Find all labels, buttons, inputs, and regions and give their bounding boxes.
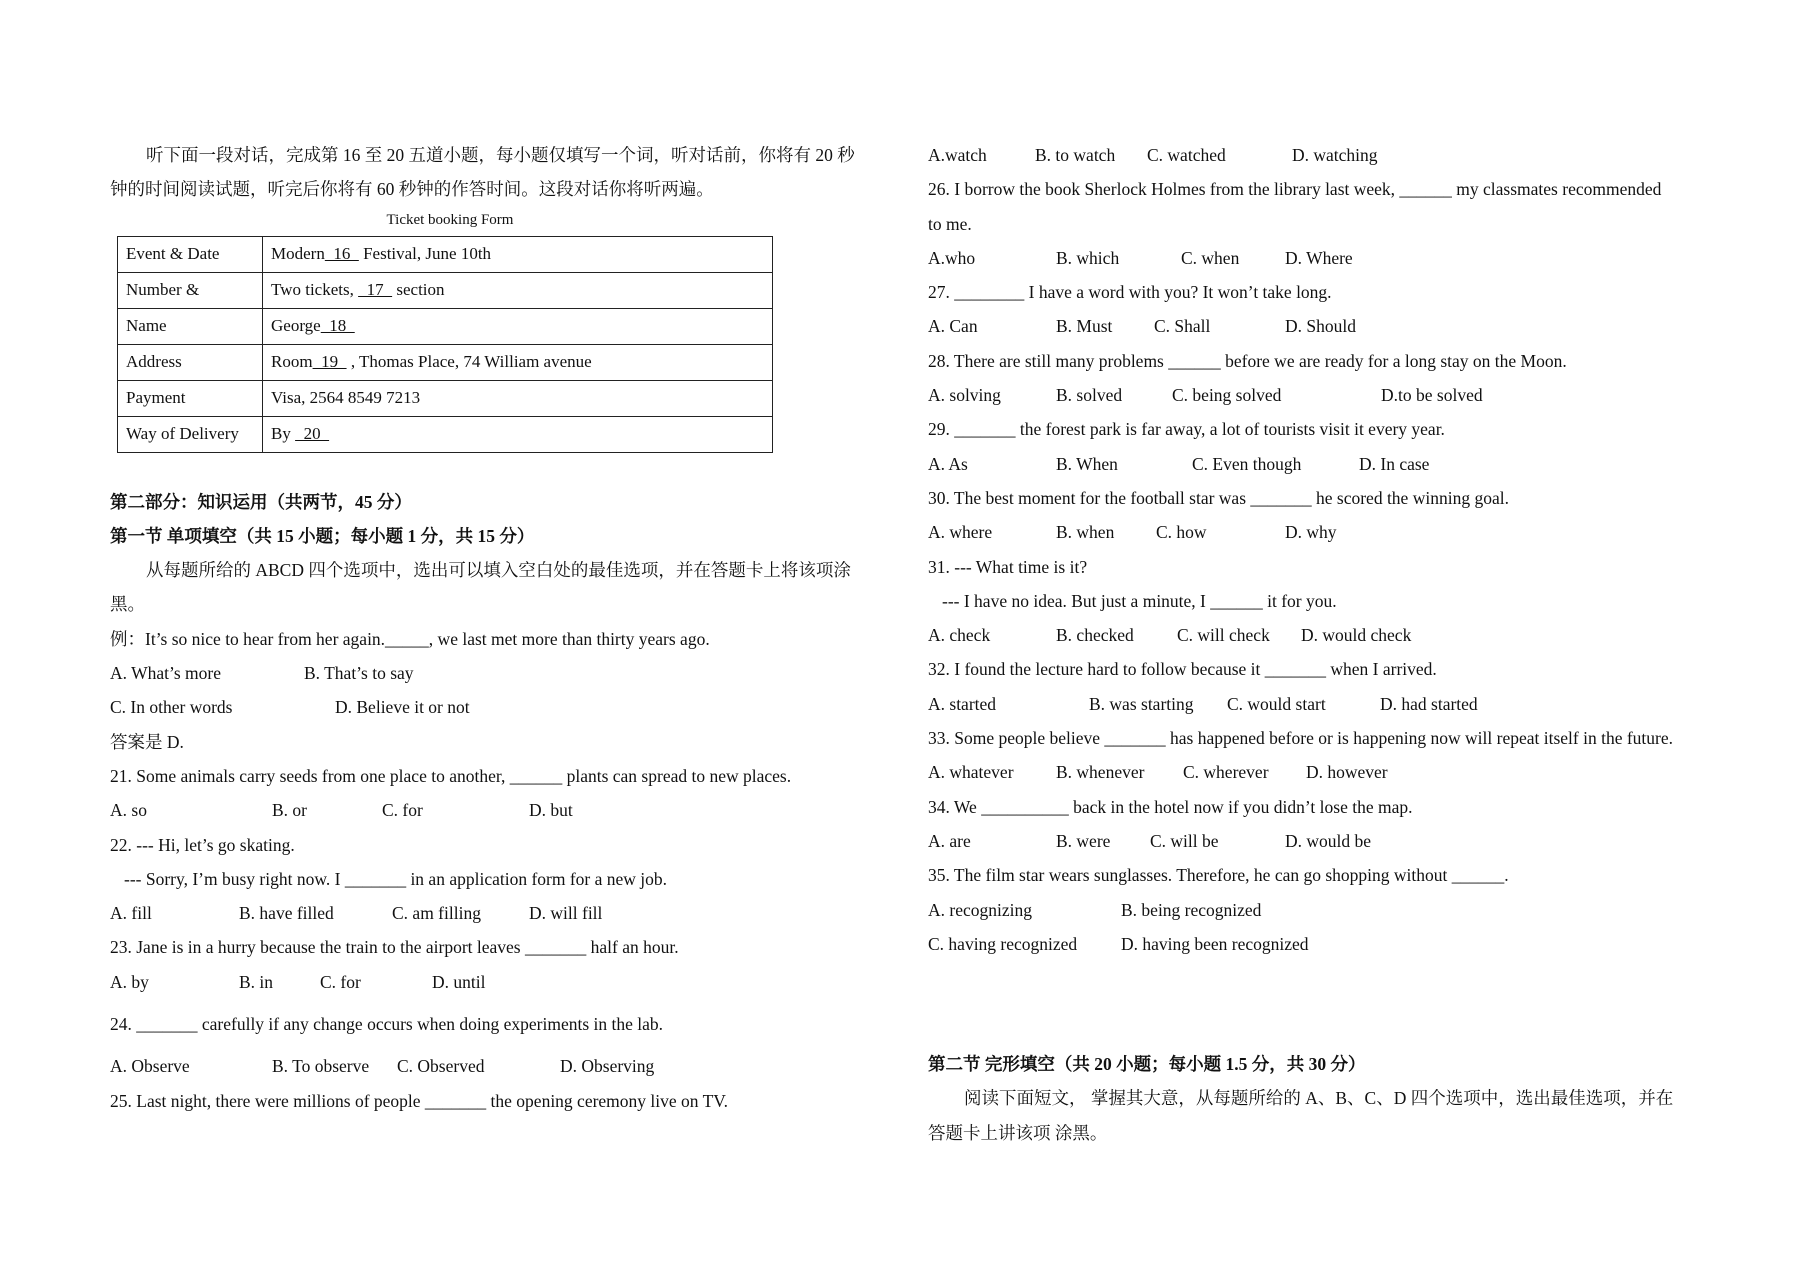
example-options [110, 656, 910, 690]
question-23-options [110, 965, 910, 999]
answer-blank: 19 [312, 352, 347, 372]
question-31: --- I have no idea. But just a minute, I ______ it for you. [942, 590, 1337, 611]
option: A. As [928, 453, 968, 474]
question-26: 26. I borrow the book Sherlock Holmes from the library last week, ______ my classmates recommended [928, 179, 1662, 200]
option: B. When [1056, 453, 1118, 474]
question-24-options [110, 1049, 910, 1083]
form-label: Name [118, 308, 263, 344]
option: A. so [110, 800, 147, 821]
example-answer: 答案是 D. [110, 731, 184, 752]
option: C. being solved [1172, 385, 1282, 406]
question-30: 30. The best moment for the football star was _______ he scored the winning goal. [928, 487, 1509, 508]
question-33-options [928, 755, 1718, 789]
option: A. are [928, 830, 971, 851]
part-title: 第二部分：知识运用（共两节，45 分） [110, 491, 412, 512]
option: A. What’s more [110, 663, 221, 684]
form-label: Number & [118, 272, 263, 308]
option: B. That’s to say [304, 663, 414, 684]
question-22: 22. --- Hi, let’s go skating. [110, 834, 295, 855]
option: B. was starting [1089, 693, 1194, 714]
question-32: 32. I found the lecture hard to follow because it _______ when I arrived. [928, 659, 1437, 680]
section-instruction: 答题卡上讲该项 涂黑。 [928, 1122, 1108, 1143]
section-instruction: 阅读下面短文， 掌握其大意，从每题所给的 A、B、C、D 四个选项中，选出最佳选项，并在 [964, 1088, 1674, 1109]
listening-instruction-line: 听下面一段对话，完成第 16 至 20 五道小题，每小题仅填写一个词，听对话前，你将有 20 秒 [146, 145, 855, 165]
option: A. whatever [928, 762, 1014, 783]
option: C. watched [1147, 145, 1226, 165]
form-value: Two tickets, 17 section [263, 272, 773, 308]
question-28: 28. There are still many problems ______ before we are ready for a long stay on the Moon. [928, 350, 1567, 371]
form-value: By 20 [263, 416, 773, 452]
question-35-options [928, 893, 1718, 927]
option: D. had started [1380, 693, 1478, 714]
form-row [118, 416, 773, 452]
option: B. in [239, 971, 274, 992]
option: B. solved [1056, 385, 1123, 406]
question-30-options [928, 515, 1718, 549]
question-29-options [928, 447, 1718, 481]
ticket-booking-form [117, 236, 773, 453]
option: C. Even though [1192, 453, 1302, 474]
form-value: George 18 [263, 308, 773, 344]
form-label: Event & Date [118, 236, 263, 272]
question-33: 33. Some people believe _______ has happened before or is happening now will repeat itself in the future. [928, 728, 1673, 749]
option: D.to be solved [1381, 385, 1483, 406]
option: D. Should [1285, 316, 1356, 337]
question-23: 23. Jane is in a hurry because the train to the airport leaves _______ half an hour. [110, 937, 679, 958]
form-label: Payment [118, 380, 263, 416]
option: C. for [382, 800, 423, 821]
answer-blank: 20 [295, 424, 330, 444]
question-34-options [928, 824, 1718, 858]
question-22-options [110, 896, 910, 930]
option: D. watching [1292, 145, 1378, 165]
option: A.who [928, 247, 976, 268]
question-22: --- Sorry, I’m busy right now. I _______ in an application form for a new job. [124, 868, 668, 889]
form-label: Way of Delivery [118, 416, 263, 452]
option: D. having been recognized [1121, 933, 1309, 954]
question-31-options [928, 618, 1718, 652]
question-21-options [110, 793, 910, 827]
option: B. whenever [1056, 762, 1145, 783]
option: C. having recognized [928, 933, 1078, 954]
question-25-options [928, 138, 1718, 172]
form-value: Room 19 , Thomas Place, 74 William avenue [263, 344, 773, 380]
option: B. to watch [1035, 145, 1116, 165]
answer-blank: 18 [320, 316, 355, 336]
question-26-options [928, 241, 1718, 275]
option: A.watch [928, 145, 987, 165]
section-title: 第一节 单项填空（共 15 小题；每小题 1 分，共 15 分） [110, 525, 535, 546]
option: B. checked [1056, 625, 1134, 646]
option: A. by [110, 971, 149, 992]
option: B. have filled [239, 903, 334, 924]
option: A. Can [928, 316, 978, 337]
option: C. when [1181, 247, 1240, 268]
form-row [118, 236, 773, 272]
listening-instruction-line: 钟的时间阅读试题，听完后你将有 60 秒钟的作答时间。这段对话你将听两遍。 [110, 179, 714, 200]
question-21: 21. Some animals carry seeds from one place to another, ______ plants can spread to new places. [110, 765, 792, 786]
option: C. am filling [392, 903, 481, 924]
option: D. Believe it or not [335, 697, 470, 718]
option: D. In case [1359, 453, 1430, 474]
form-value: Visa, 2564 8549 7213 [263, 380, 773, 416]
question-26: to me. [928, 213, 972, 234]
option: B. when [1056, 522, 1115, 543]
option: C. wherever [1183, 762, 1269, 783]
option: A. recognizing [928, 899, 1032, 920]
question-29: 29. _______ the forest park is far away, a lot of tourists visit it every year. [928, 419, 1445, 440]
question-25: 25. Last night, there were millions of people _______ the opening ceremony live on TV. [110, 1090, 729, 1111]
option: D. until [432, 971, 486, 992]
form-label: Address [118, 344, 263, 380]
question-31: 31. --- What time is it? [928, 556, 1088, 577]
option: B. were [1056, 830, 1111, 851]
left-column [110, 138, 910, 1118]
option: C. Observed [397, 1056, 485, 1077]
option: D. however [1306, 762, 1388, 783]
option: D. Observing [560, 1056, 655, 1077]
option: B. being recognized [1121, 899, 1262, 920]
form-value: Modern 16 Festival, June 10th [263, 236, 773, 272]
option: C. will check [1177, 625, 1270, 646]
option: D. why [1285, 522, 1337, 543]
question-34: 34. We __________ back in the hotel now if you didn’t lose the map. [928, 796, 1413, 817]
option: A. where [928, 522, 993, 543]
question-28-options [928, 378, 1718, 412]
option: D. would be [1285, 830, 1372, 851]
answer-blank: 16 [324, 244, 359, 264]
form-row [118, 344, 773, 380]
example-question: 例：It’s so nice to hear from her again._____, we last met more than thirty years ago. [110, 628, 710, 649]
option: D. would check [1301, 625, 1412, 646]
section-title: 第二节 完形填空（共 20 小题；每小题 1.5 分，共 30 分） [928, 1054, 1366, 1075]
option: C. would start [1227, 693, 1326, 714]
question-32-options [928, 687, 1718, 721]
option: A. fill [110, 903, 152, 924]
option: D. will fill [529, 903, 603, 924]
question-27: 27. ________ I have a word with you? It won’t take long. [928, 282, 1332, 303]
form-row [118, 380, 773, 416]
option: B. or [272, 800, 307, 821]
form-row [118, 308, 773, 344]
option: C. how [1156, 522, 1207, 543]
question-24: 24. _______ carefully if any change occurs when doing experiments in the lab. [110, 1014, 664, 1035]
option: D. Where [1285, 247, 1353, 268]
option: C. will be [1150, 830, 1219, 851]
right-column [928, 138, 1718, 1150]
option: B. To observe [272, 1056, 370, 1077]
option: A. Observe [110, 1056, 190, 1077]
option: A. started [928, 693, 997, 714]
option: D. but [529, 800, 573, 821]
section-instruction: 从每题所给的 ABCD 四个选项中，选出可以填入空白处的最佳选项，并在答题卡上将该项涂 [146, 560, 851, 581]
example-options [110, 690, 910, 724]
option: C. for [320, 971, 361, 992]
question-35: 35. The film star wears sunglasses. Therefore, he can go shopping without ______. [928, 865, 1509, 886]
option: A. solving [928, 385, 1001, 406]
option: B. Must [1056, 316, 1113, 337]
section-instruction: 黑。 [110, 594, 145, 615]
answer-blank: 17 [358, 280, 393, 300]
question-27-options [928, 309, 1718, 343]
form-row [118, 272, 773, 308]
option: C. Shall [1154, 316, 1211, 337]
option: A. check [928, 625, 991, 646]
option: B. which [1056, 247, 1120, 268]
option: C. In other words [110, 697, 233, 718]
question-35-options [928, 927, 1718, 961]
form-title: Ticket booking Form [386, 211, 514, 228]
